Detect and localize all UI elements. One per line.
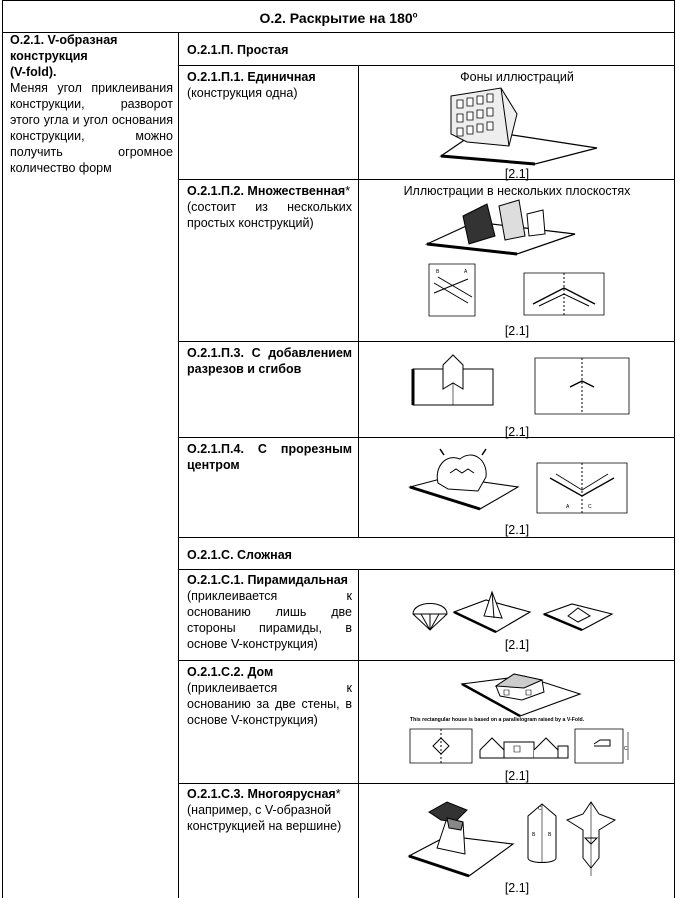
row-name: О.2.1.П.2. Множественная* [187,184,351,198]
image-caption: This rectangular house is based on a parallelogram raised by a V-Fold. [410,717,585,723]
section-complex: О.2.1.С. Сложная [187,548,292,562]
svg-text:C: C [538,806,542,812]
row-label-cell [187,664,352,728]
row-divider [178,341,675,342]
row-name: О.2.1.П.3. С добавлением разрезов и сгибов [187,346,352,376]
svg-text:A: A [464,269,468,275]
pyramid-flat-illustration [542,600,614,632]
row-name: О.2.1.С.2. Дом [187,665,274,679]
reference: [2.1] [504,167,530,181]
title-superscript: о [412,10,418,20]
row-label-cell [187,69,352,101]
reference: [2.1] [504,881,530,895]
row-desc: (приклеивается к основанию лишь две стороны пирамиды, в основе V-конструкция) [187,589,352,651]
left-heading-latin: (V-fold). [10,65,57,79]
pyramid-illustration [452,590,532,634]
row-name: О.2.1.П.1. Единичная [187,70,316,84]
row-name: О.2.1.П.4. С прорезным центром [187,442,352,472]
house-diagram-right [574,728,630,764]
house-net-diagram [478,730,570,760]
svg-text:A: A [566,504,570,510]
row-divider [178,65,675,66]
left-column-divider [178,32,179,898]
reference: [2.1] [504,324,530,338]
row-desc: (например, с V-образной конструкцией на вершине) [187,803,342,833]
table-border-top [2,0,675,1]
row-label-cell [187,183,352,231]
row-label-cell [187,786,352,834]
section-simple: О.2.1.П. Простая [187,43,289,57]
svg-text:B: B [532,832,536,838]
table-border-left [2,0,3,898]
row-divider [178,660,675,661]
row-name: О.2.1.С.1. Пирамидальная [187,573,348,587]
fold-diagram-right [523,272,605,316]
svg-text:C: C [624,746,628,752]
single-vfold-illustration [439,84,599,166]
svg-text:B: B [436,269,440,275]
house-diagram-left [409,728,473,764]
left-description: Меняя угол приклеивания конструкции, разворот этого угла и угол основания конструкции, можно получить огромное количество форм [10,81,173,175]
row-label-cell [187,572,352,652]
reference: [2.1] [504,769,530,783]
image-title: Фоны иллюстраций [460,70,574,84]
right-column-divider-2 [358,569,359,898]
row-name: О.2.1.С.3. Многоярусная* [187,787,341,801]
reference: [2.1] [504,638,530,652]
multi-tier-illustration [407,798,515,878]
cuts-and-folds-illustration [411,355,496,407]
row-desc: (приклеивается к основанию за две стены, в основе V-конструкция) [187,681,352,727]
multi-tier-net-diagram [522,800,562,868]
left-cell [10,32,173,176]
svg-text:C: C [588,504,592,510]
row-divider [178,569,675,570]
svg-text:B: B [548,832,552,838]
pyramid-net-illustration [411,592,449,632]
cut-center-diagram [536,462,628,514]
fold-diagram-left [428,263,476,317]
page-title: О.2. Раскрытие на $180^о$ [259,10,418,26]
multi-tier-plan-diagram [565,800,617,876]
reference: [2.1] [504,425,530,439]
cut-center-illustration [408,447,520,511]
image-title: Иллюстрации в нескольких плоскостях [403,184,631,198]
reference: [2.1] [504,523,530,537]
cuts-and-folds-diagram [534,357,630,415]
house-vfold-illustration [460,670,582,718]
row-desc: (состоит из нескольких простых конструкций) [187,200,352,230]
multiple-vfold-illustration [425,200,580,255]
left-heading: О.2.1. V-образная конструкция [10,33,118,63]
row-desc: (конструкция одна) [187,86,298,100]
table-border-right [674,0,675,898]
right-column-divider [358,65,359,537]
